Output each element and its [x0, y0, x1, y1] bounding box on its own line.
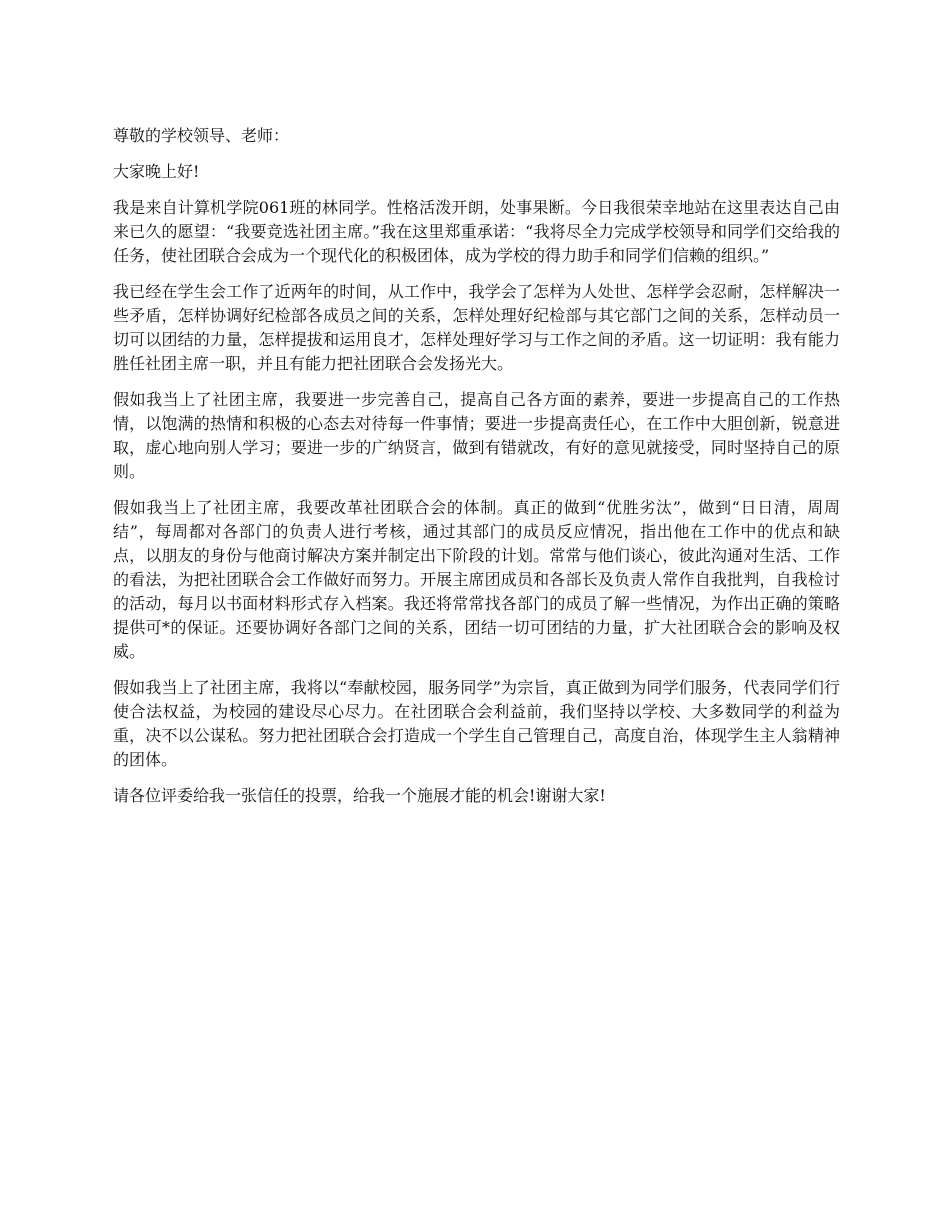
- paragraph-self-improvement: 假如我当上了社团主席，我要进一步完善自己，提高自己各方面的素养，要进一步提高自己的工作热情，以饱满的热情和积极的心态去对待每一件事情；要进一步提高责任心，在工作中大胆创新，锐意进取，虚心地向别人学习；要进一步的广纳贤言，做到有错就改，有好的意见就接受，同时坚持自己的原则。: [113, 390, 840, 481]
- paragraph-reform: 假如我当上了社团主席，我要改革社团联合会的体制。真正的做到“优胜劣汰”，做到“日日清，周周结”，每周都对各部门的负责人进行考核，通过其部门的成员反应情况，指出他在工作中的优点和缺点，以朋友的身份与他商讨解决方案并制定出下阶段的计划。常常与他们谈心，彼此沟通对生活、工作的看法，为把社团联合会工作做好而努力。开展主席团成员和各部长及负责人常作自我批判，自我检讨的活动，每月以书面材料形式存入档案。我还将常常找各部门的成员了解一些情况，为作出正确的策略提供可*的保证。还要协调好各部门之间的关系，团结一切可团结的力量，扩大社团联合会的影响及权威。: [113, 498, 840, 661]
- document-body: [113, 124, 840, 820]
- paragraph-closing: 请各位评委给我一张信任的投票，给我一个施展才能的机会!谢谢大家!: [113, 786, 606, 805]
- salutation: 尊敬的学校领导、老师：: [113, 126, 290, 145]
- paragraph-experience: 我已经在学生会工作了近两年的时间，从工作中，我学会了怎样为人处世、怎样学会忍耐，怎样解决一些矛盾，怎样协调好纪检部各成员之间的关系，怎样处理好纪检部与其它部门之间的关系，怎样动员一切可以团结的力量，怎样提拔和运用良才，怎样处理好学习与工作之间的矛盾。这一切证明：我有能力胜任社团主席一职，并且有能力把社团联合会发扬光大。: [113, 282, 840, 373]
- paragraph-service: 假如我当上了社团主席，我将以“奉献校园，服务同学”为宗旨，真正做到为同学们服务，代表同学们行使合法权益，为校园的建设尽心尽力。在社团联合会利益前，我们坚持以学校、大多数同学的利益为重，决不以公谋私。努力把社团联合会打造成一个学生自己管理自己，高度自治，体现学生主人翁精神的团体。: [113, 678, 840, 769]
- paragraph-introduction: 我是来自计算机学院061班的林同学。性格活泼开朗，处事果断。今日我很荣幸地站在这里表达自己由来已久的愿望：“我要竞选社团主席。”我在这里郑重承诺：“我将尽全力完成学校领导和同学们交给我的任务，使社团联合会成为一个现代化的积极团体，成为学校的得力助手和同学们信赖的组织。”: [113, 198, 840, 265]
- greeting: 大家晚上好!: [113, 162, 200, 181]
